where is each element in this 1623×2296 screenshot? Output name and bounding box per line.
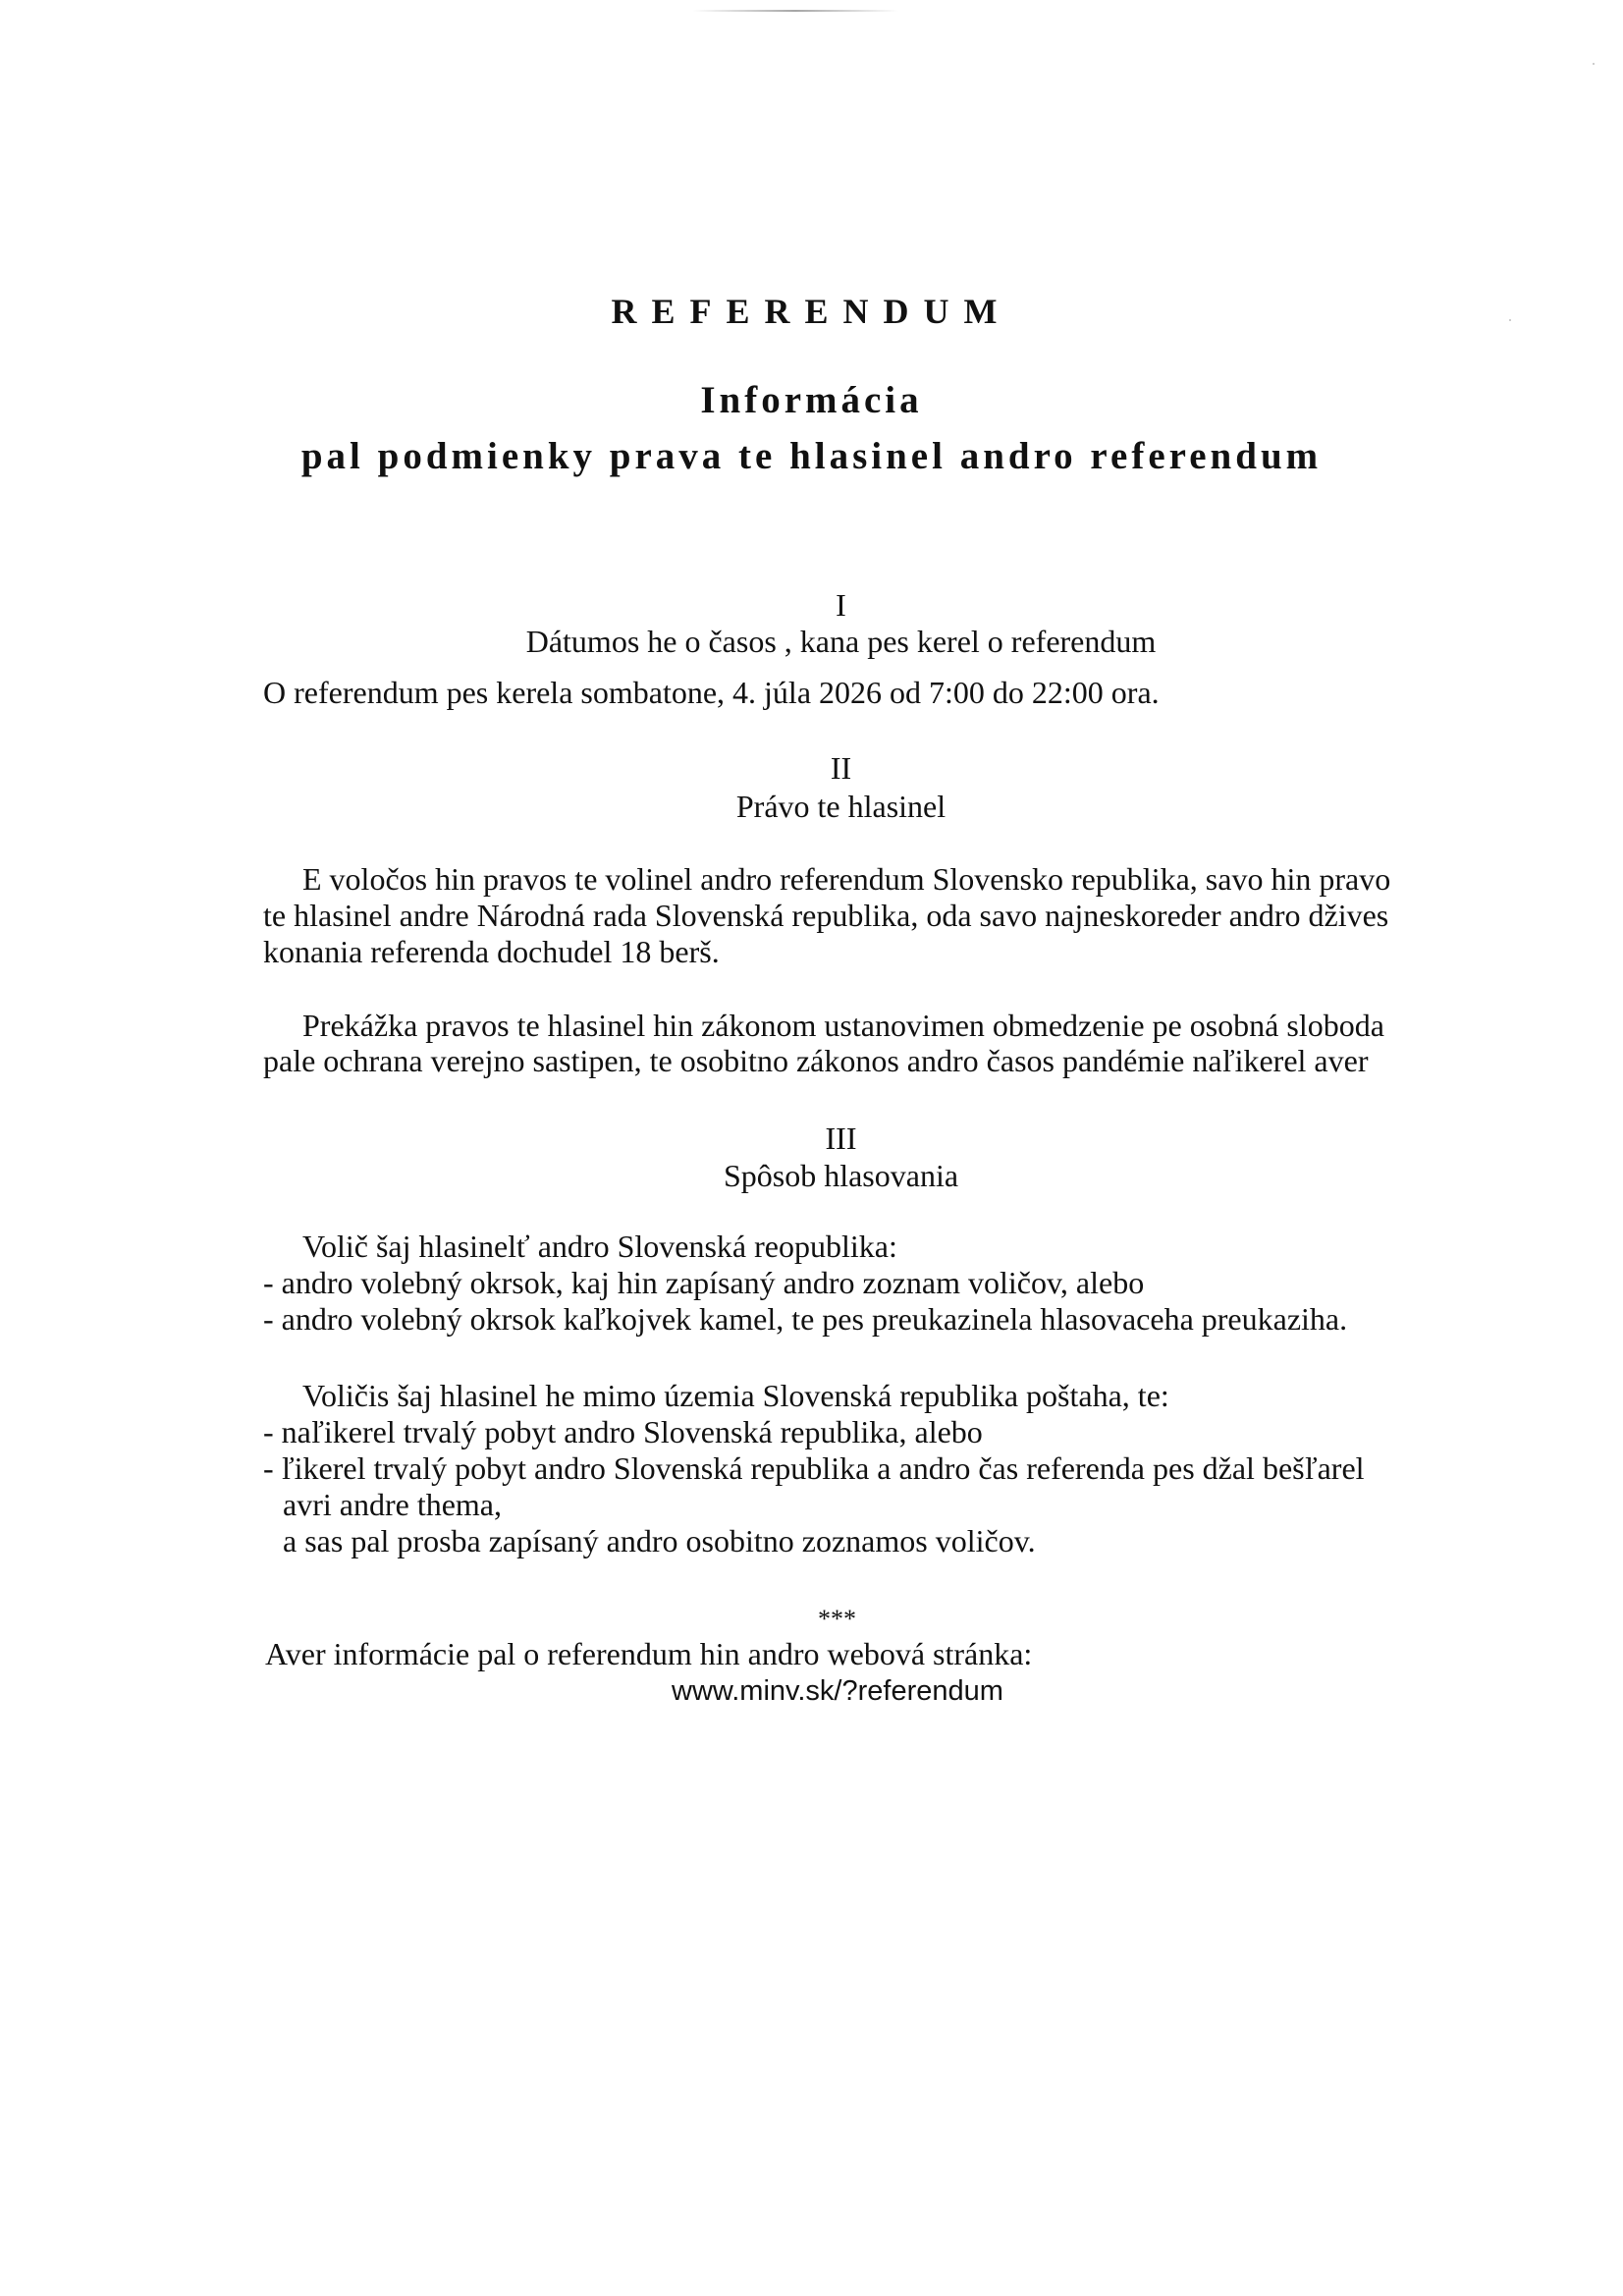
document-heading: Informácia <box>700 379 923 421</box>
section-1-title: Dátumos he o časos , kana pes kerel o referendum <box>525 624 1157 659</box>
section-2-para-2-line-1: Prekážka pravos te hlasinel hin zákonom ustanovimen obmedzenie pe osobná sloboda <box>302 1008 1384 1043</box>
footer-text: Aver informácie pal o referendum hin andro webová stránka: <box>265 1636 1033 1671</box>
section-2-para-1-line-2: te hlasinel andre Národná rada Slovenská republika, oda savo najneskoreder andro džives <box>263 898 1389 933</box>
section-3-para-1-line-3: - andro volebný okrsok kaľkojvek kamel, te pes preukazinela hlasovaceha preukaziha. <box>263 1301 1348 1337</box>
section-3-title: Spôsob hlasovania <box>723 1158 959 1193</box>
section-3-numeral: III <box>825 1121 857 1156</box>
section-3-para-1-line-1: Volič šaj hlasinelť andro Slovenská reopublika: <box>302 1229 897 1264</box>
document-title: REFERENDUM <box>611 292 1012 331</box>
section-1-numeral: I <box>836 587 846 623</box>
section-3-para-2-line-4: avri andre thema, <box>283 1487 502 1522</box>
section-2-title: Právo te hlasinel <box>735 789 947 824</box>
section-3-para-2-line-2: - naľikerel trvalý pobyt andro Slovenská republika, alebo <box>263 1414 983 1449</box>
section-separator: *** <box>818 1605 856 1633</box>
scan-speck <box>1593 63 1595 65</box>
section-3-para-1-line-2: - andro volebný okrsok, kaj hin zapísaný andro zoznam voličov, alebo <box>263 1265 1145 1300</box>
footer-url[interactable]: www.minv.sk/?referendum <box>672 1675 1003 1707</box>
section-2-para-1-line-1: E voločos hin pravos te volinel andro referendum Slovensko republika, savo hin pravo <box>302 861 1391 897</box>
section-1-text: O referendum pes kerela sombatone, 4. júla 2026 od 7:00 do 22:00 ora. <box>263 675 1160 710</box>
section-2-numeral: II <box>830 750 852 786</box>
document-subheading: pal podmienky prava te hlasinel andro referendum <box>300 435 1323 477</box>
section-3-para-2-line-1: Voličis šaj hlasinel he mimo územia Slovenská republika poštaha, te: <box>302 1378 1169 1413</box>
section-2-para-2-line-2: pale ochrana verejno sastipen, te osobitno zákonos andro časos pandémie naľikerel aver <box>263 1043 1369 1078</box>
section-2-para-1-line-3: konania referenda dochudel 18 berš. <box>263 934 720 969</box>
scan-mark <box>692 10 898 12</box>
section-3-para-2-line-5: a sas pal prosba zapísaný andro osobitno zoznamos voličov. <box>283 1523 1036 1558</box>
section-3-para-2-line-3: - ľikerel trvalý pobyt andro Slovenská republika a andro čas referenda pes džal bešľarel <box>263 1450 1365 1486</box>
